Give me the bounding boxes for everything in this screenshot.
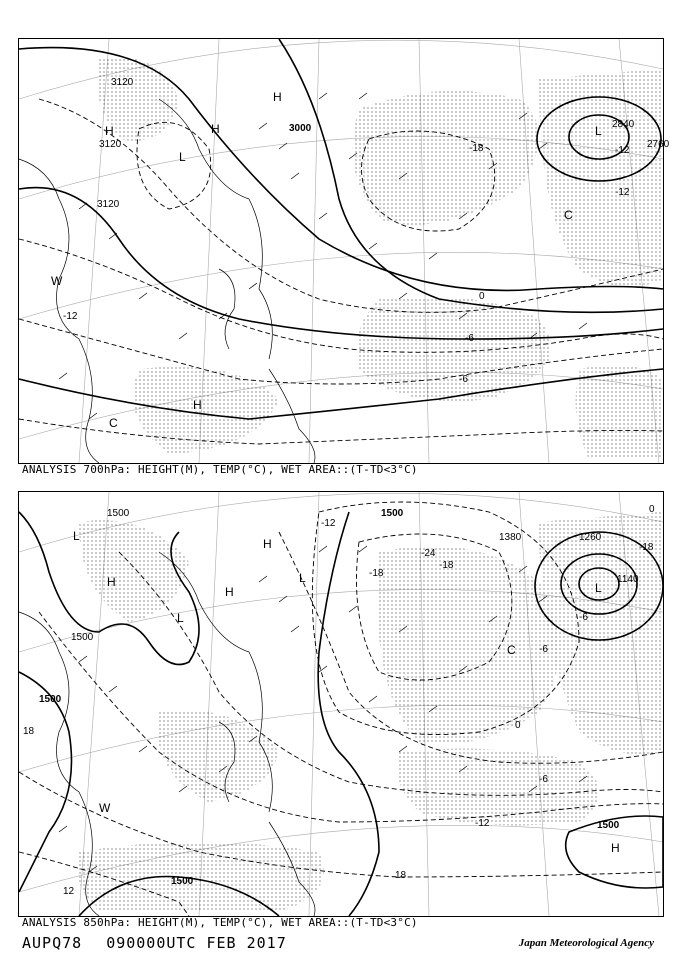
temp-label: 0 — [649, 504, 655, 515]
temp-label: -18 — [439, 560, 454, 571]
height-label: 2840 — [612, 119, 635, 130]
temp-label: 18 — [395, 870, 407, 881]
center-marker: W — [99, 801, 111, 815]
height-label: 1140 — [617, 574, 639, 585]
height-label: 2760 — [647, 139, 670, 150]
temp-label: -6 — [539, 774, 548, 785]
agency-credit: Japan Meteorological Agency — [518, 937, 654, 949]
temp-label: -6 — [465, 333, 474, 344]
chart-identifier — [22, 934, 287, 952]
map-700hpa — [18, 38, 670, 464]
temp-label: -18 — [469, 143, 484, 154]
height-label: 1380 — [499, 532, 522, 543]
chart-850hpa — [19, 492, 663, 916]
temp-label: -24 — [421, 548, 436, 559]
temp-label: -12 — [321, 518, 336, 529]
map-850hpa — [18, 491, 664, 917]
temp-label: -6 — [459, 374, 468, 385]
center-marker: H — [273, 90, 282, 104]
height-label: 1500 — [171, 876, 194, 887]
center-marker: H — [105, 124, 114, 138]
bulletin-code: AUPQ78 — [22, 934, 83, 952]
temp-label: 0 — [515, 720, 521, 731]
chart-700hpa — [19, 39, 670, 463]
height-label: 1260 — [579, 532, 602, 543]
temp-label: -12 — [475, 818, 490, 829]
center-marker: H — [611, 841, 620, 855]
center-marker: H — [263, 537, 272, 551]
center-marker: L — [179, 150, 186, 164]
center-marker: H — [193, 398, 202, 412]
temp-label: 0 — [479, 291, 485, 302]
center-marker: L — [595, 581, 602, 595]
temp-label: -12 — [615, 187, 630, 198]
height-label: 1500 — [597, 820, 620, 831]
height-label: 3120 — [97, 199, 120, 210]
temp-label: 18 — [23, 726, 35, 737]
height-label: 1500 — [107, 508, 130, 519]
center-marker: C — [507, 643, 516, 657]
temp-label: -6 — [539, 644, 548, 655]
center-marker: L — [73, 529, 80, 543]
temp-label: -6 — [579, 612, 588, 623]
temp-label: -18 — [369, 568, 384, 579]
height-label: 1500 — [39, 694, 62, 705]
center-marker: C — [109, 416, 118, 430]
center-marker: H — [107, 575, 116, 589]
temp-label: -12 — [615, 145, 630, 156]
height-label: 1500 — [381, 508, 404, 519]
analysis-datetime: 090000UTC FEB 2017 — [106, 934, 287, 952]
height-label: 3120 — [111, 77, 134, 88]
center-marker: L — [177, 611, 184, 625]
center-marker: W — [51, 274, 63, 288]
center-marker: L — [595, 124, 602, 138]
temp-label: -12 — [63, 311, 78, 322]
caption-700hpa: ANALYSIS 700hPa: HEIGHT(M), TEMP(°C), WET AREA::(T-TD<3°C) — [22, 463, 418, 476]
caption-850hpa: ANALYSIS 850hPa: HEIGHT(M), TEMP(°C), WET AREA::(T-TD<3°C) — [22, 916, 418, 929]
center-marker: H — [211, 122, 220, 136]
temp-label: 12 — [63, 886, 75, 897]
center-marker: C — [564, 208, 573, 222]
height-label: 3000 — [289, 123, 312, 134]
height-label: 3120 — [99, 139, 122, 150]
center-marker: H — [225, 585, 234, 599]
center-marker: L — [299, 571, 306, 585]
height-label: 1500 — [71, 632, 94, 643]
temp-label: -18 — [639, 542, 654, 553]
wet-area — [97, 57, 664, 459]
